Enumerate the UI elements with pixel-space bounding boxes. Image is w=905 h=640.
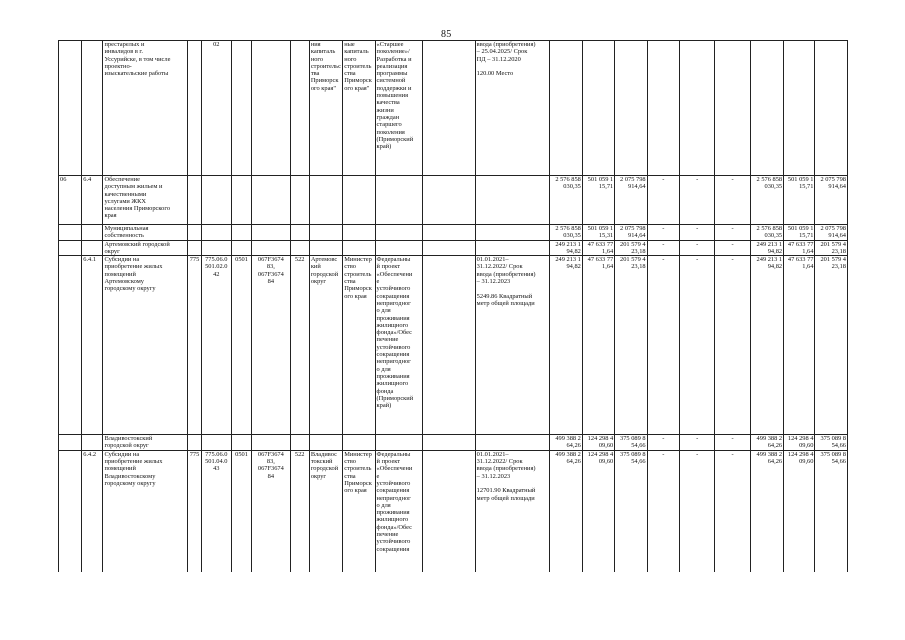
federal-cell: 124 298 4 09,60 <box>582 450 614 572</box>
dash-cell: - <box>647 256 679 435</box>
result-cell <box>475 225 549 241</box>
rz-cell: 02 <box>201 41 231 176</box>
total-2-cell: 2 576 858 030,35 <box>750 225 783 241</box>
blank-cell <box>423 435 476 451</box>
customer-cell <box>309 176 342 225</box>
dash-cell: - <box>647 450 679 572</box>
row-name-cell: Муниципальная собственность <box>103 225 188 241</box>
blank-cell <box>423 176 476 225</box>
pr-cell <box>231 225 251 241</box>
vr-cell <box>290 225 309 241</box>
customer-cell: Владивос токский городской округ <box>309 450 342 572</box>
blank-cell <box>423 256 476 435</box>
regional-cell: 2 075 798 914,64 <box>615 176 647 225</box>
project-cell <box>375 225 423 241</box>
federal-2-cell: 124 298 4 09,60 <box>784 435 815 451</box>
regional-2-cell: 375 089 8 54,66 <box>815 435 848 451</box>
customer-cell: ния капиталь ного строительства Приморского края" <box>309 41 342 176</box>
federal-cell: 501 059 1 15,31 <box>582 225 614 241</box>
pr-cell <box>231 41 251 176</box>
regional-2-cell: 2 075 798 914,64 <box>815 176 848 225</box>
table-row <box>59 256 848 435</box>
executor-cell: ные капиталь ного строитель ства Приморск ого края" <box>343 41 375 176</box>
customer-cell <box>309 435 342 451</box>
dash-cell: - <box>647 176 679 225</box>
regional-cell: 201 579 4 23,18 <box>615 256 647 435</box>
row-subnumber-cell <box>82 225 103 241</box>
dash-cell: - <box>715 435 750 451</box>
pr-cell: 0501 <box>231 256 251 435</box>
total-cell: 249 213 1 94,82 <box>549 256 582 435</box>
regional-cell: 201 579 4 23,18 <box>615 240 647 256</box>
row-name-cell: Субсидии на приобретение жилых помещений Владивостокскому городскому округу <box>103 450 188 572</box>
rz-cell <box>201 240 231 256</box>
row-name-cell: Обеспечение доступным жильем и качественными услугами ЖКХ населения Приморского края <box>103 176 188 225</box>
table-row <box>59 41 848 176</box>
csr-cell <box>252 225 290 241</box>
pr-cell: 0501 <box>231 450 251 572</box>
executor-cell <box>343 176 375 225</box>
rz-cell <box>201 176 231 225</box>
csr-cell <box>252 176 290 225</box>
dash-cell: - <box>715 176 750 225</box>
total-cell: 249 213 1 94,82 <box>549 240 582 256</box>
regional-cell: 375 089 8 54,66 <box>615 450 647 572</box>
budget-table <box>58 40 848 572</box>
total-cell: 499 388 2 64,26 <box>549 450 582 572</box>
dash-cell <box>715 41 750 176</box>
vr-cell: 522 <box>290 450 309 572</box>
vr-cell <box>290 435 309 451</box>
blank-cell <box>423 41 476 176</box>
regional-2-cell: 375 089 8 54,66 <box>815 450 848 572</box>
row-subnumber-cell: 6.4.2 <box>82 450 103 572</box>
federal-cell: 47 633 77 1,64 <box>582 240 614 256</box>
dash-cell: - <box>679 225 714 241</box>
dash-cell: - <box>647 225 679 241</box>
csr-cell <box>252 41 290 176</box>
customer-cell: Артемовс кий городской округ <box>309 256 342 435</box>
page-number: 85 <box>441 29 452 40</box>
dash-cell: - <box>647 435 679 451</box>
total-cell <box>549 41 582 176</box>
table-row <box>59 450 848 572</box>
regional-2-cell: 2 075 798 914,64 <box>815 225 848 241</box>
row-number-cell <box>59 435 82 451</box>
regional-cell: 2 075 798 914,64 <box>615 225 647 241</box>
regional-cell: 375 089 8 54,66 <box>615 435 647 451</box>
grbs-cell <box>188 435 201 451</box>
result-cell: 01.01.2021– 31.12.2022/ Срок ввода (приобретения) – 31.12.2023 12701.90 Квадратный метр общей площади <box>475 450 549 572</box>
result-cell <box>475 240 549 256</box>
blank-cell <box>423 450 476 572</box>
dash-cell: - <box>679 435 714 451</box>
row-subnumber-cell <box>82 41 103 176</box>
executor-cell <box>343 240 375 256</box>
total-cell: 2 576 858 030,35 <box>549 225 582 241</box>
rz-cell <box>201 225 231 241</box>
grbs-cell <box>188 240 201 256</box>
project-cell <box>375 176 423 225</box>
total-2-cell: 2 576 858 030,35 <box>750 176 783 225</box>
federal-2-cell <box>784 41 815 176</box>
dash-cell: - <box>715 256 750 435</box>
dash-cell: - <box>715 450 750 572</box>
grbs-cell <box>188 41 201 176</box>
federal-cell <box>582 41 614 176</box>
dash-cell: - <box>679 240 714 256</box>
regional-2-cell: 201 579 4 23,18 <box>815 240 848 256</box>
vr-cell: 522 <box>290 256 309 435</box>
row-number-cell <box>59 225 82 241</box>
row-name-cell: Артемовский городской округ <box>103 240 188 256</box>
row-subnumber-cell: 6.4.1 <box>82 256 103 435</box>
csr-cell: 067F3674 83, 067F3674 84 <box>252 256 290 435</box>
grbs-cell <box>188 176 201 225</box>
table-row <box>59 176 848 225</box>
total-2-cell: 499 388 2 64,26 <box>750 435 783 451</box>
row-subnumber-cell <box>82 240 103 256</box>
dash-cell <box>647 41 679 176</box>
federal-cell: 47 633 77 1,64 <box>582 256 614 435</box>
pr-cell <box>231 176 251 225</box>
federal-2-cell: 47 633 77 1,64 <box>784 256 815 435</box>
csr-cell <box>252 240 290 256</box>
dash-cell: - <box>647 240 679 256</box>
federal-2-cell: 47 633 77 1,64 <box>784 240 815 256</box>
blank-cell <box>423 225 476 241</box>
row-number-cell <box>59 256 82 435</box>
total-2-cell <box>750 41 783 176</box>
executor-cell: Министер ство строитель ства Приморск ого края <box>343 256 375 435</box>
row-name-cell: Владивостокский городской округ <box>103 435 188 451</box>
table-row <box>59 240 848 256</box>
dash-cell: - <box>679 256 714 435</box>
grbs-cell <box>188 225 201 241</box>
csr-cell <box>252 435 290 451</box>
result-cell: 01.01.2021– 31.12.2022/ Срок ввода (приобретения) – 31.12.2023 5249.86 Квадратный метр общей площади <box>475 256 549 435</box>
rz-cell <box>201 435 231 451</box>
vr-cell <box>290 176 309 225</box>
total-2-cell: 249 213 1 94,82 <box>750 240 783 256</box>
grbs-cell: 775 <box>188 256 201 435</box>
total-2-cell: 499 388 2 64,26 <box>750 450 783 572</box>
customer-cell <box>309 225 342 241</box>
row-name-cell: Субсидии на приобретение жилых помещений Артемовскому городскому округу <box>103 256 188 435</box>
vr-cell <box>290 240 309 256</box>
dash-cell <box>679 41 714 176</box>
dash-cell: - <box>715 240 750 256</box>
pr-cell <box>231 435 251 451</box>
total-2-cell: 249 213 1 94,82 <box>750 256 783 435</box>
row-subnumber-cell <box>82 435 103 451</box>
total-cell: 2 576 858 030,35 <box>549 176 582 225</box>
total-cell: 499 388 2 64,26 <box>549 435 582 451</box>
table-row <box>59 225 848 241</box>
row-number-cell <box>59 41 82 176</box>
row-number-cell: 06 <box>59 176 82 225</box>
project-cell <box>375 435 423 451</box>
federal-cell: 501 059 1 15,71 <box>582 176 614 225</box>
pr-cell <box>231 240 251 256</box>
federal-2-cell: 501 059 1 15,71 <box>784 176 815 225</box>
federal-2-cell: 124 298 4 09,60 <box>784 450 815 572</box>
dash-cell: - <box>715 225 750 241</box>
regional-2-cell: 201 579 4 23,18 <box>815 256 848 435</box>
project-cell: Федеральны й проект «Обеспечени е устойчивого сокращения непригодног о для проживания жилищного фонда»/Обес печение устойчивого сокращения <box>375 450 423 572</box>
grbs-cell: 775 <box>188 450 201 572</box>
customer-cell <box>309 240 342 256</box>
dash-cell: - <box>679 450 714 572</box>
result-cell: ввода (приобретения) – 25.04.2025/ Срок ПД – 31.12.2020 120.00 Место <box>475 41 549 176</box>
federal-2-cell: 501 059 1 15,71 <box>784 225 815 241</box>
executor-cell <box>343 435 375 451</box>
federal-cell: 124 298 4 09,60 <box>582 435 614 451</box>
result-cell <box>475 435 549 451</box>
table-row <box>59 435 848 451</box>
row-subnumber-cell: 6.4 <box>82 176 103 225</box>
executor-cell <box>343 225 375 241</box>
dash-cell: - <box>679 176 714 225</box>
vr-cell <box>290 41 309 176</box>
regional-2-cell <box>815 41 848 176</box>
row-number-cell <box>59 240 82 256</box>
project-cell <box>375 240 423 256</box>
result-cell <box>475 176 549 225</box>
project-cell: «Старшее поколение»/ Разработка и реализация программы системной поддержки и повышения качества жизни граждан старшего поколения (Приморский край) <box>375 41 423 176</box>
row-name-cell: престарелых и инвалидов в г. Уссурийске, в том числе проектно- изыскательские работы <box>103 41 188 176</box>
executor-cell: Министер ство строитель ства Приморск ого края <box>343 450 375 572</box>
project-cell: Федеральны й проект «Обеспечени е устойчивого сокращения непригодног о для проживания жилищного фонда»/Обес печение устойчивого сокращения непригодног о для проживания жилищного фонда (Приморский край) <box>375 256 423 435</box>
rz-cell: 775.06.0 501.02.0 42 <box>201 256 231 435</box>
rz-cell: 775.06.0 501.04.0 43 <box>201 450 231 572</box>
blank-cell <box>423 240 476 256</box>
csr-cell: 067F3674 83, 067F3674 84 <box>252 450 290 572</box>
regional-cell <box>615 41 647 176</box>
row-number-cell <box>59 450 82 572</box>
